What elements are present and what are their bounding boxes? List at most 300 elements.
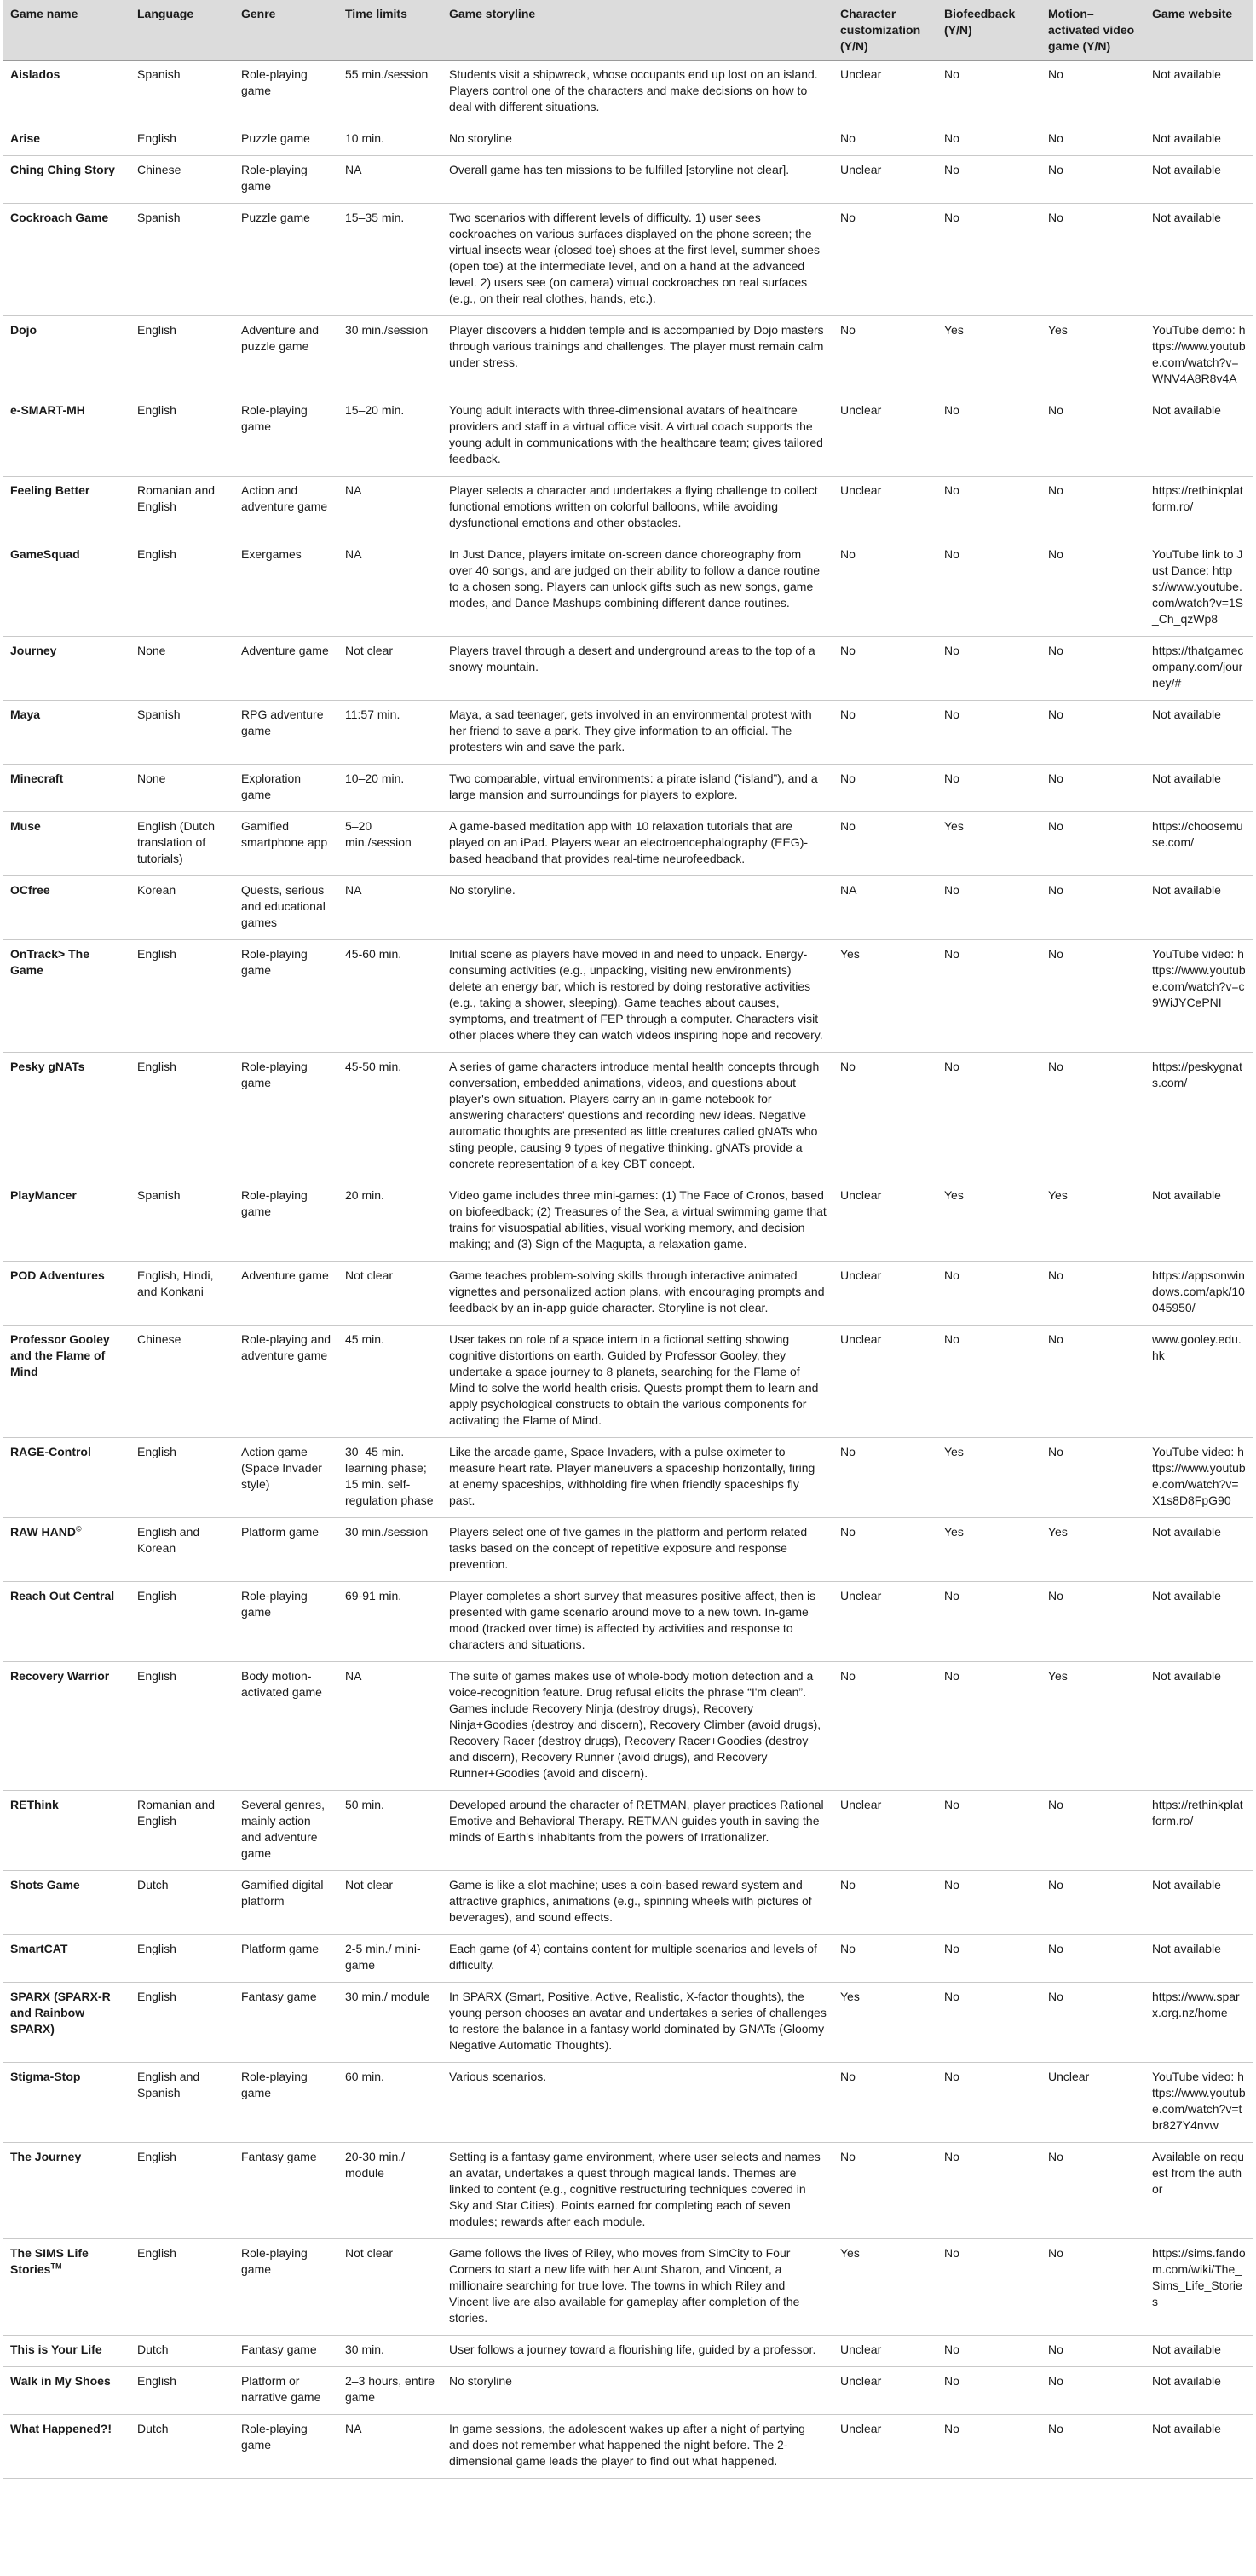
cell-game-name [3, 316, 130, 396]
cell-motion-activated: Yes [1041, 1518, 1145, 1582]
game-name-text: OnTrack> The Game [10, 947, 89, 977]
cell-language: English [130, 1438, 234, 1518]
cell-storyline: Player selects a character and undertakes a flying challenge to collect functional emotions written on colorful balloons, while avoiding dysfunctional emotions and other obstacles. [442, 477, 833, 540]
cell-language: English [130, 1983, 234, 2063]
cell-character-customization: No [833, 1518, 937, 1582]
cell-motion-activated: No [1041, 1791, 1145, 1871]
cell-biofeedback: No [937, 1662, 1041, 1791]
cell-storyline: Two comparable, virtual environments: a pirate island (“island”), and a large mansion and surroundings for players to explore. [442, 765, 833, 812]
game-name-text: SmartCAT [10, 1942, 68, 1955]
cell-storyline: Maya, a sad teenager, gets involved in an environmental protest with her friend to save a park. They give information to an official. The protesters win and save the park. [442, 701, 833, 765]
header-game-name: Game name [3, 0, 130, 61]
cell-time-limits: 30 min./session [338, 316, 442, 396]
table-row [3, 204, 1253, 316]
header-biofeedback: Biofeedback (Y/N) [937, 0, 1041, 61]
cell-storyline: Video game includes three mini-games: (1) The Face of Cronos, based on biofeedback; (2) Treasures of the Sea, a virtual swimming game that trains for visuospatial abilities, visual working memory, and decision making; and (3) Sign of the Magupta, a relaxation game. [442, 1181, 833, 1262]
cell-storyline: User follows a journey toward a flourishing life, guided by a professor. [442, 2336, 833, 2367]
cell-time-limits: 2–3 hours, entire game [338, 2367, 442, 2415]
cell-biofeedback: No [937, 876, 1041, 940]
cell-biofeedback: No [937, 2239, 1041, 2336]
cell-time-limits: NA [338, 2415, 442, 2479]
cell-game-website: Not available [1145, 124, 1253, 156]
header-time-limits: Time limits [338, 0, 442, 61]
table-row [3, 765, 1253, 812]
cell-game-website: Not available [1145, 876, 1253, 940]
cell-game-website: Not available [1145, 701, 1253, 765]
cell-storyline: A game-based meditation app with 10 relaxation tutorials that are played on an iPad. Players wear an electroencephalography (EEG)-based headband that provides real-time neurofeedback. [442, 812, 833, 876]
cell-character-customization: NA [833, 876, 937, 940]
cell-game-name [3, 540, 130, 637]
cell-genre: Quests, serious and educational games [234, 876, 338, 940]
cell-genre: Platform game [234, 1935, 338, 1983]
trademark-mark: © [76, 1524, 82, 1533]
cell-time-limits: NA [338, 156, 442, 204]
cell-genre: Exergames [234, 540, 338, 637]
cell-storyline: Player completes a short survey that measures positive affect, then is presented with game scenario around move to a new town. In-game mood (tracked over time) is affected by activities and response to characters and situations. [442, 1582, 833, 1662]
game-name-text: OCfree [10, 883, 50, 897]
cell-game-name [3, 876, 130, 940]
cell-time-limits: 55 min./session [338, 61, 442, 124]
game-name-text: Arise [10, 131, 41, 145]
cell-genre: Exploration game [234, 765, 338, 812]
cell-game-website: Not available [1145, 2367, 1253, 2415]
cell-biofeedback: No [937, 1935, 1041, 1983]
cell-motion-activated: Yes [1041, 1662, 1145, 1791]
cell-character-customization: Unclear [833, 1791, 937, 1871]
cell-character-customization: Unclear [833, 396, 937, 477]
cell-language: English [130, 1582, 234, 1662]
table-row [3, 61, 1253, 124]
cell-character-customization: No [833, 1662, 937, 1791]
cell-game-name [3, 1326, 130, 1438]
cell-storyline: In SPARX (Smart, Positive, Active, Realistic, X-factor thoughts), the young person chooses an avatar and undertakes a series of challenges to restore the balance in a fantasy world dominated by GNATs (Gloomy Negative Automatic Thoughts). [442, 1983, 833, 2063]
cell-character-customization: No [833, 316, 937, 396]
cell-game-name [3, 1262, 130, 1326]
cell-time-limits: 60 min. [338, 2063, 442, 2143]
cell-language: English [130, 1935, 234, 1983]
cell-game-website: https://appsonwindows.com/apk/10045950/ [1145, 1262, 1253, 1326]
game-name-text: POD Adventures [10, 1268, 105, 1282]
cell-time-limits: 10 min. [338, 124, 442, 156]
cell-storyline: Each game (of 4) contains content for multiple scenarios and levels of difficulty. [442, 1935, 833, 1983]
cell-time-limits: NA [338, 540, 442, 637]
cell-motion-activated: No [1041, 1983, 1145, 2063]
cell-storyline: Overall game has ten missions to be fulfilled [storyline not clear]. [442, 156, 833, 204]
table-row [3, 1791, 1253, 1871]
cell-storyline: Players select one of five games in the platform and perform related tasks based on the concept of repetitive exposure and response prevention. [442, 1518, 833, 1582]
cell-language: English [130, 2143, 234, 2239]
cell-genre: Fantasy game [234, 2143, 338, 2239]
cell-character-customization: No [833, 1871, 937, 1935]
cell-time-limits: 45-50 min. [338, 1053, 442, 1181]
cell-character-customization: No [833, 1438, 937, 1518]
table-row [3, 156, 1253, 204]
cell-game-website: YouTube video: https://www.youtube.com/watch?v=tbr827Y4nvw [1145, 2063, 1253, 2143]
cell-game-name [3, 156, 130, 204]
header-genre: Genre [234, 0, 338, 61]
cell-game-website: Not available [1145, 1518, 1253, 1582]
game-name-text: Muse [10, 819, 41, 833]
cell-genre: RPG adventure game [234, 701, 338, 765]
cell-time-limits: 20 min. [338, 1181, 442, 1262]
cell-biofeedback: No [937, 1582, 1041, 1662]
game-name-text: RAGE-Control [10, 1445, 91, 1458]
cell-game-name [3, 61, 130, 124]
cell-game-name [3, 1791, 130, 1871]
cell-storyline: A series of game characters introduce mental health concepts through conversation, embedded animations, videos, and questions about player's own situation. Players carry an in-game notebook for answering characters' questions and recording new ideas. Negative automatic thoughts are presented as little creatures called gNATs who sting people, causing 9 types of negative thinking. gNATs provide a concrete representation of a key CBT concept. [442, 1053, 833, 1181]
cell-game-name [3, 2143, 130, 2239]
cell-language: English and Spanish [130, 2063, 234, 2143]
cell-time-limits: 30 min./ module [338, 1983, 442, 2063]
table-row [3, 1935, 1253, 1983]
cell-storyline: Player discovers a hidden temple and is accompanied by Dojo masters through various trainings and challenges. The player must remain calm under stress. [442, 316, 833, 396]
cell-language: Spanish [130, 204, 234, 316]
cell-biofeedback: No [937, 1053, 1041, 1181]
game-name-text: Ching Ching Story [10, 163, 115, 176]
cell-language: English [130, 124, 234, 156]
games-table [3, 0, 1253, 2479]
cell-game-website: https://sims.fandom.com/wiki/The_Sims_Life_Stories [1145, 2239, 1253, 2336]
cell-motion-activated: No [1041, 156, 1145, 204]
cell-genre: Gamified smartphone app [234, 812, 338, 876]
cell-time-limits: 15–35 min. [338, 204, 442, 316]
cell-game-website: Not available [1145, 156, 1253, 204]
cell-game-name [3, 2367, 130, 2415]
cell-language: Spanish [130, 701, 234, 765]
cell-language: Dutch [130, 1871, 234, 1935]
cell-biofeedback: Yes [937, 1518, 1041, 1582]
cell-game-name [3, 1935, 130, 1983]
cell-genre: Fantasy game [234, 1983, 338, 2063]
cell-biofeedback: No [937, 1871, 1041, 1935]
cell-game-website: YouTube video: https://www.youtube.com/watch?v=c9WiJYCePNI [1145, 940, 1253, 1053]
cell-genre: Adventure game [234, 1262, 338, 1326]
cell-storyline: Game is like a slot machine; uses a coin-based reward system and attractive graphics, animations (e.g., spinning wheels with pictures of beverages), and sound effects. [442, 1871, 833, 1935]
cell-game-website: Not available [1145, 1935, 1253, 1983]
cell-game-name [3, 1518, 130, 1582]
cell-time-limits: Not clear [338, 1262, 442, 1326]
cell-genre: Role-playing game [234, 396, 338, 477]
cell-game-name [3, 2063, 130, 2143]
cell-time-limits: 10–20 min. [338, 765, 442, 812]
cell-character-customization: No [833, 2143, 937, 2239]
cell-genre: Platform game [234, 1518, 338, 1582]
table-row [3, 316, 1253, 396]
cell-biofeedback: No [937, 2367, 1041, 2415]
cell-motion-activated: No [1041, 2415, 1145, 2479]
cell-time-limits: NA [338, 477, 442, 540]
cell-game-website: Not available [1145, 61, 1253, 124]
cell-motion-activated: No [1041, 1871, 1145, 1935]
cell-time-limits: 50 min. [338, 1791, 442, 1871]
cell-time-limits: 11:57 min. [338, 701, 442, 765]
table-row [3, 812, 1253, 876]
cell-character-customization: Unclear [833, 1582, 937, 1662]
cell-biofeedback: No [937, 1326, 1041, 1438]
cell-character-customization: No [833, 1935, 937, 1983]
cell-motion-activated: No [1041, 1262, 1145, 1326]
cell-game-website: Not available [1145, 2415, 1253, 2479]
cell-motion-activated: No [1041, 1582, 1145, 1662]
cell-motion-activated: No [1041, 1326, 1145, 1438]
cell-motion-activated: No [1041, 1053, 1145, 1181]
cell-genre: Platform or narrative game [234, 2367, 338, 2415]
cell-game-website: www.gooley.edu.hk [1145, 1326, 1253, 1438]
cell-storyline: Players travel through a desert and underground areas to the top of a snowy mountain. [442, 637, 833, 701]
header-game-website: Game website [1145, 0, 1253, 61]
cell-language: None [130, 765, 234, 812]
cell-language: Spanish [130, 1181, 234, 1262]
cell-time-limits: 45-60 min. [338, 940, 442, 1053]
cell-motion-activated: Yes [1041, 1181, 1145, 1262]
cell-biofeedback: No [937, 156, 1041, 204]
cell-genre: Puzzle game [234, 204, 338, 316]
cell-motion-activated: No [1041, 396, 1145, 477]
cell-genre: Role-playing game [234, 1181, 338, 1262]
game-name-text: RAW HAND [10, 1525, 76, 1539]
cell-game-name [3, 812, 130, 876]
cell-time-limits: Not clear [338, 637, 442, 701]
cell-biofeedback: No [937, 61, 1041, 124]
cell-biofeedback: No [937, 477, 1041, 540]
table-header [3, 0, 1253, 61]
cell-genre: Role-playing game [234, 2239, 338, 2336]
cell-character-customization: Unclear [833, 156, 937, 204]
cell-time-limits: 5–20 min./session [338, 812, 442, 876]
cell-genre: Adventure and puzzle game [234, 316, 338, 396]
cell-biofeedback: No [937, 637, 1041, 701]
table-row [3, 1053, 1253, 1181]
table-body [3, 61, 1253, 2479]
header-game-storyline: Game storyline [442, 0, 833, 61]
cell-game-website: https://rethinkplatform.ro/ [1145, 477, 1253, 540]
cell-biofeedback: No [937, 124, 1041, 156]
cell-genre: Puzzle game [234, 124, 338, 156]
table-row [3, 1662, 1253, 1791]
game-name-text: Shots Game [10, 1878, 80, 1892]
table-row [3, 1582, 1253, 1662]
game-name-text: Maya [10, 708, 41, 721]
table-row [3, 124, 1253, 156]
cell-storyline: Developed around the character of RETMAN, player practices Rational Emotive and Behavioral Therapy. RETMAN guides youth in saving the minds of Earth's inhabitants from the powers of Irrationalizer. [442, 1791, 833, 1871]
table-row [3, 1871, 1253, 1935]
cell-game-name [3, 1438, 130, 1518]
cell-language: English (Dutch translation of tutorials) [130, 812, 234, 876]
cell-biofeedback: Yes [937, 812, 1041, 876]
table-row [3, 940, 1253, 1053]
cell-genre: Role-playing game [234, 156, 338, 204]
cell-game-website: Not available [1145, 1582, 1253, 1662]
cell-game-website: Not available [1145, 2336, 1253, 2367]
cell-character-customization: Unclear [833, 1262, 937, 1326]
cell-biofeedback: No [937, 540, 1041, 637]
game-name-text: Reach Out Central [10, 1589, 115, 1603]
cell-genre: Fantasy game [234, 2336, 338, 2367]
cell-language: English [130, 540, 234, 637]
cell-motion-activated: No [1041, 540, 1145, 637]
cell-game-website: Not available [1145, 396, 1253, 477]
table-row [3, 2415, 1253, 2479]
game-name-text: The Journey [10, 2150, 82, 2163]
game-name-text: SPARX (SPARX-R and Rainbow SPARX) [10, 1990, 111, 2036]
cell-biofeedback: No [937, 2415, 1041, 2479]
cell-motion-activated: No [1041, 637, 1145, 701]
cell-biofeedback: Yes [937, 1438, 1041, 1518]
cell-character-customization: Unclear [833, 1181, 937, 1262]
cell-storyline: User takes on role of a space intern in a fictional setting showing cognitive distortions on earth. Guided by Professor Gooley, they undertake a space journey to 8 planets, searching for the Flame of Mind to solve the world health crisis. Quests prompt them to learn and apply psychological constructs to obtain the various components for activating the Flame of Mind. [442, 1326, 833, 1438]
cell-time-limits: 2-5 min./ mini-game [338, 1935, 442, 1983]
cell-motion-activated: No [1041, 940, 1145, 1053]
cell-time-limits: Not clear [338, 2239, 442, 2336]
cell-storyline: Young adult interacts with three-dimensional avatars of healthcare providers and staff in a virtual office visit. A virtual coach supports the young adult in communications with the healthcare team; gives tailored feedback. [442, 396, 833, 477]
cell-motion-activated: No [1041, 1935, 1145, 1983]
cell-game-website: https://rethinkplatform.ro/ [1145, 1791, 1253, 1871]
cell-game-name [3, 396, 130, 477]
cell-motion-activated: No [1041, 61, 1145, 124]
cell-genre: Role-playing game [234, 2415, 338, 2479]
cell-language: Korean [130, 876, 234, 940]
cell-game-website: Not available [1145, 1871, 1253, 1935]
cell-motion-activated: No [1041, 701, 1145, 765]
cell-game-website: https://peskygnats.com/ [1145, 1053, 1253, 1181]
header-motion-activated: Motion–activated video game (Y/N) [1041, 0, 1145, 61]
cell-time-limits: Not clear [338, 1871, 442, 1935]
cell-motion-activated: No [1041, 876, 1145, 940]
cell-character-customization: Unclear [833, 2367, 937, 2415]
table-row [3, 1262, 1253, 1326]
game-name-text: What Happened?! [10, 2422, 112, 2435]
game-name-text: REThink [10, 1798, 59, 1811]
cell-biofeedback: No [937, 1262, 1041, 1326]
cell-character-customization: No [833, 204, 937, 316]
table-row [3, 1326, 1253, 1438]
cell-game-name [3, 1871, 130, 1935]
cell-storyline: The suite of games makes use of whole-body motion detection and a voice-recognition feature. Drug refusal elicits the phrase “I'm clean”. Games include Recovery Ninja (destroy drugs), Recovery Ninja+Goodies (destroy and discern), Recovery Climber (avoid drugs), Recovery Racer (destroy drugs), Recovery Racer+Goodies (destroy and discern), Recovery Runner (avoid drugs), and Recovery Runner+Goodies (avoid and discern). [442, 1662, 833, 1791]
cell-genre: Role-playing and adventure game [234, 1326, 338, 1438]
header-character-customization: Character customization (Y/N) [833, 0, 937, 61]
cell-biofeedback: No [937, 2063, 1041, 2143]
cell-time-limits: 15–20 min. [338, 396, 442, 477]
cell-game-name [3, 940, 130, 1053]
cell-biofeedback: No [937, 1791, 1041, 1871]
cell-time-limits: 30 min./session [338, 1518, 442, 1582]
cell-time-limits: NA [338, 876, 442, 940]
cell-motion-activated: No [1041, 1438, 1145, 1518]
table-row [3, 1438, 1253, 1518]
cell-storyline: No storyline [442, 2367, 833, 2415]
cell-game-website: YouTube video: https://www.youtube.com/watch?v=X1s8D8FpG90 [1145, 1438, 1253, 1518]
cell-character-customization: No [833, 2063, 937, 2143]
cell-motion-activated: No [1041, 812, 1145, 876]
cell-game-name [3, 1053, 130, 1181]
cell-motion-activated: No [1041, 124, 1145, 156]
cell-game-website: Not available [1145, 1181, 1253, 1262]
game-name-text: e-SMART-MH [10, 403, 85, 417]
cell-storyline: In Just Dance, players imitate on-screen dance choreography from over 40 songs, and are judged on their ability to follow a dance routine to a chosen song. Players can unlock gifts such as new songs, game modes, and Dance Mashups combining different dance routines. [442, 540, 833, 637]
cell-storyline: Students visit a shipwreck, whose occupants end up lost on an island. Players control one of the characters and make decisions on how to deal with different situations. [442, 61, 833, 124]
cell-motion-activated: No [1041, 2336, 1145, 2367]
cell-character-customization: Unclear [833, 477, 937, 540]
game-name-text: Walk in My Shoes [10, 2374, 111, 2388]
table-row [3, 1181, 1253, 1262]
cell-language: English [130, 940, 234, 1053]
cell-language: English and Korean [130, 1518, 234, 1582]
cell-game-website: YouTube link to Just Dance: https://www.youtube.com/watch?v=1S_Ch_qzWp8 [1145, 540, 1253, 637]
cell-language: Romanian and English [130, 1791, 234, 1871]
cell-game-name [3, 477, 130, 540]
header-row [3, 0, 1253, 61]
cell-storyline: Game teaches problem-solving skills through interactive animated vignettes and personalized action plans, with encouraging prompts and feedback by an in-app guide character. Storyline is not clear. [442, 1262, 833, 1326]
cell-character-customization: Yes [833, 1983, 937, 2063]
cell-time-limits: NA [338, 1662, 442, 1791]
cell-genre: Role-playing game [234, 1053, 338, 1181]
cell-motion-activated: No [1041, 204, 1145, 316]
cell-time-limits: 30 min. [338, 2336, 442, 2367]
cell-genre: Role-playing game [234, 61, 338, 124]
cell-game-website: Not available [1145, 1662, 1253, 1791]
cell-motion-activated: No [1041, 2239, 1145, 2336]
table-row [3, 1983, 1253, 2063]
cell-character-customization: No [833, 765, 937, 812]
cell-game-website: YouTube demo: https://www.youtube.com/watch?v=WNV4A8R8v4A [1145, 316, 1253, 396]
cell-storyline: No storyline. [442, 876, 833, 940]
cell-time-limits: 69-91 min. [338, 1582, 442, 1662]
cell-storyline: In game sessions, the adolescent wakes up after a night of partying and does not remember what happened the night before. The 2-dimensional game leads the player to find out what happened. [442, 2415, 833, 2479]
cell-biofeedback: No [937, 204, 1041, 316]
cell-motion-activated: No [1041, 2367, 1145, 2415]
cell-character-customization: Unclear [833, 1326, 937, 1438]
cell-genre: Gamified digital platform [234, 1871, 338, 1935]
cell-game-website: https://thatgamecompany.com/journey/# [1145, 637, 1253, 701]
cell-language: English [130, 1053, 234, 1181]
game-name-text: PlayMancer [10, 1188, 77, 1202]
cell-time-limits: 45 min. [338, 1326, 442, 1438]
game-name-text: Professor Gooley and the Flame of Mind [10, 1332, 110, 1378]
cell-game-website: Not available [1145, 765, 1253, 812]
cell-language: Chinese [130, 1326, 234, 1438]
cell-game-name [3, 204, 130, 316]
cell-game-website: Available on request from the author [1145, 2143, 1253, 2239]
trademark-mark: TM [50, 2261, 62, 2271]
table-row [3, 2143, 1253, 2239]
cell-language: English [130, 2239, 234, 2336]
table-row [3, 396, 1253, 477]
cell-biofeedback: Yes [937, 1181, 1041, 1262]
cell-character-customization: No [833, 637, 937, 701]
cell-genre: Action and adventure game [234, 477, 338, 540]
game-name-text: Aislados [10, 67, 60, 81]
cell-genre: Role-playing game [234, 1582, 338, 1662]
game-name-text: Dojo [10, 323, 37, 337]
cell-game-website: Not available [1145, 204, 1253, 316]
cell-biofeedback: No [937, 2336, 1041, 2367]
cell-genre: Role-playing game [234, 2063, 338, 2143]
cell-language: Dutch [130, 2415, 234, 2479]
cell-language: English [130, 1662, 234, 1791]
cell-storyline: Like the arcade game, Space Invaders, with a pulse oximeter to measure heart rate. Player maneuvers a spaceship horizontally, firing at enemy spaceships, withholding fire when friendly spaceships fly past. [442, 1438, 833, 1518]
cell-game-name [3, 2336, 130, 2367]
cell-time-limits: 20-30 min./ module [338, 2143, 442, 2239]
cell-character-customization: Unclear [833, 61, 937, 124]
cell-character-customization: Yes [833, 2239, 937, 2336]
cell-language: Romanian and English [130, 477, 234, 540]
cell-storyline: No storyline [442, 124, 833, 156]
cell-genre: Role-playing game [234, 940, 338, 1053]
cell-biofeedback: No [937, 1983, 1041, 2063]
cell-character-customization: Unclear [833, 2336, 937, 2367]
cell-language: English, Hindi, and Konkani [130, 1262, 234, 1326]
cell-game-name [3, 637, 130, 701]
